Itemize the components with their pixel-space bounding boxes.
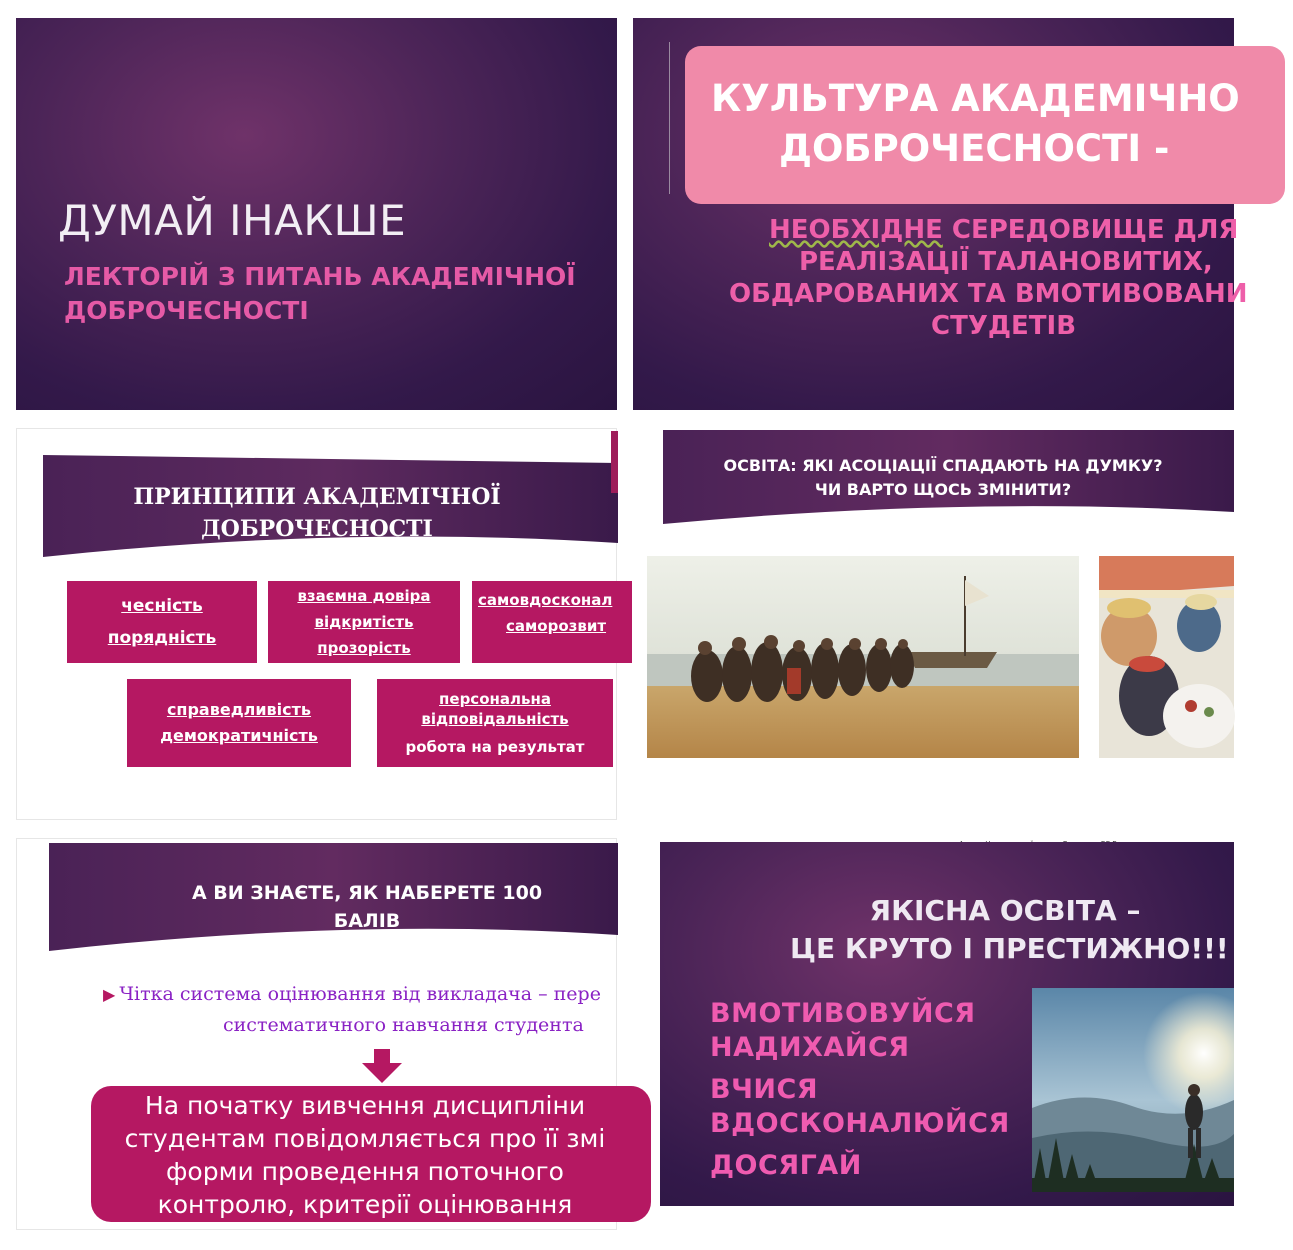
principle-box-self-improvement: самовдосконал саморозвит bbox=[472, 581, 632, 663]
selection-bracket bbox=[669, 42, 677, 194]
slide-2-title-line2: ДОБРОЧЕСНОСТІ - bbox=[779, 127, 1170, 170]
slide-3-title: ПРИНЦИПИ АКАДЕМІЧНОЇ ДОБРОЧЕСНОСТІ bbox=[133, 484, 501, 542]
principle-box-responsibility: персональна відповідальність робота на результат bbox=[377, 679, 613, 767]
slide-4 bbox=[633, 428, 1234, 820]
slide-2-subtitle bbox=[693, 214, 1293, 342]
info-box-text: На початку вивчення дисципліни студентам повідомляється про її змі форми проведення поточного контролю, критерії оцінювання bbox=[124, 1091, 606, 1219]
bullet-text: ▶ Чітка система оцінювання від викладача – пере систематичного навчання студента bbox=[103, 983, 601, 1036]
slide-5 bbox=[16, 838, 617, 1230]
slide-2-sub-line2: РЕАЛІЗАЦІЇ ТАЛАНОВИТИХ, bbox=[799, 247, 1213, 277]
principle-box-honesty: чесність порядність bbox=[67, 581, 257, 663]
down-arrow-icon bbox=[362, 1049, 402, 1083]
slide-1-subtitle: ЛЕКТОРІЙ З ПИТАНЬ АКАДЕМІЧНОЇ ДОБРОЧЕСНОСТІ bbox=[64, 262, 576, 325]
luncheon-painting bbox=[1099, 556, 1234, 758]
barge-haulers-painting bbox=[647, 556, 1079, 758]
slide-5-title: А ВИ ЗНАЄТЕ, ЯК НАБЕРЕТЕ 100 БАЛІВ З КОЖНОЇ ДИСЦИПЛІНИ? bbox=[191, 882, 543, 960]
principle-box-trust: взаємна довіра відкритість прозорість bbox=[268, 581, 460, 663]
slide-2-sub-line4: СТУДЕТІВ bbox=[931, 311, 1077, 341]
slide-2-sub-line1: НЕОБХІДНЕ СЕРЕДОВИЩЕ ДЛЯ bbox=[769, 215, 1239, 245]
motto-word: НАДИХАЙСЯ bbox=[710, 1032, 910, 1063]
slide-2-title bbox=[685, 74, 1285, 174]
slide-2 bbox=[633, 18, 1248, 410]
principle-box-justice: справедливість демократичність bbox=[127, 679, 351, 767]
slide-1-title: ДУМАЙ ІНАКШЕ bbox=[58, 196, 407, 245]
motto-word: ДОСЯГАЙ bbox=[710, 1150, 862, 1181]
triangle-bullet-icon: ▶ bbox=[103, 985, 116, 1004]
slide-1 bbox=[16, 18, 617, 410]
slide-2-sub-line3: ОБДАРОВАНИХ ТА ВМОТИВОВАНИ bbox=[729, 279, 1248, 309]
accent-bar bbox=[611, 431, 618, 493]
slide-4-title: ОСВІТА: ЯКІ АСОЦІАЦІЇ СПАДАЮТЬ НА ДУМКУ? ЧИ ВАРТО ЩОСЬ ЗМІНИТИ? bbox=[723, 456, 1163, 499]
slide-2-title-line1: КУЛЬТУРА АКАДЕМІЧНО bbox=[711, 77, 1240, 120]
slide-3 bbox=[16, 428, 617, 820]
mountain-photo bbox=[1032, 988, 1234, 1192]
spellcheck-word: НЕОБХІДНЕ bbox=[769, 215, 943, 245]
motto-word: ВДОСКОНАЛЮЙСЯ bbox=[710, 1108, 1010, 1139]
motto-word: ВЧИСЯ bbox=[710, 1074, 819, 1105]
slide-6 bbox=[660, 842, 1234, 1206]
slide-6-heading: ЯКІСНА ОСВІТА – ЦЕ КРУТО І ПРЕСТИЖНО!!! bbox=[790, 894, 1229, 965]
motto-word: ВМОТИВОВУЙСЯ bbox=[710, 998, 976, 1029]
